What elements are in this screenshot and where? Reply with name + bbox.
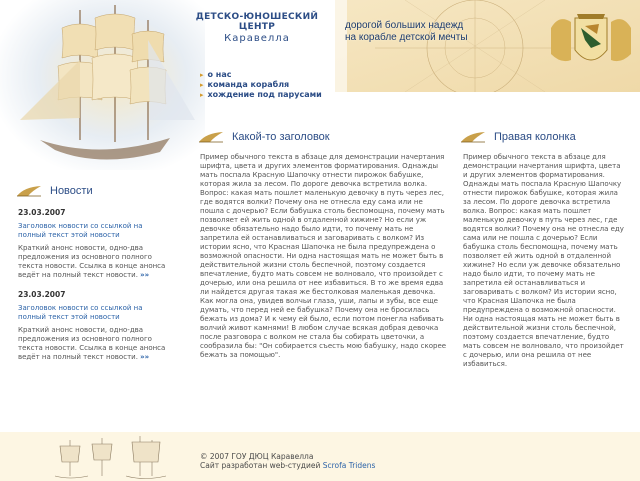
credit-prefix: Сайт разработан web-студией [200, 461, 321, 470]
nav-bullet-icon: ▸ [200, 71, 204, 79]
slogan-line2: на корабле детской мечты [345, 32, 468, 43]
emblem-logo [547, 10, 635, 72]
news-heading [16, 185, 93, 197]
news-announce-text: Краткий анонс новости, одно-два предложения из основного полного текста новости. Ссылка в конце анонса ведёт на полный текст новости. [18, 244, 166, 279]
news-announce-text: Краткий анонс новости, одно-два предложения из основного полного текста новости. Ссылка в конце анонса ведёт на полный текст новости. [18, 326, 166, 361]
wing-icon [460, 131, 486, 143]
nav-item-sailing[interactable] [200, 90, 322, 100]
main-heading [198, 131, 330, 143]
nav-item-crew[interactable] [200, 80, 322, 90]
read-more-link[interactable]: »» [140, 353, 150, 361]
news-date: 23.03.2007 [18, 290, 66, 299]
news-item [18, 290, 170, 362]
footer-ships-illustration [0, 432, 200, 481]
news-title: Новости [50, 185, 93, 197]
news-announce [18, 244, 170, 280]
nav-bullet-icon: ▸ [200, 81, 204, 89]
main-title: Какой-то заголовок [232, 131, 330, 143]
main-nav [200, 70, 322, 100]
credit [200, 461, 375, 470]
site-title [182, 12, 332, 44]
right-title: Правая колонка [494, 131, 576, 143]
nav-item-about[interactable] [200, 70, 322, 80]
studio-link[interactable]: Scrofa Tridens [322, 461, 376, 470]
slogan [345, 20, 495, 44]
nav-bullet-icon: ▸ [200, 91, 204, 99]
copyright: © 2007 ГОУ ДЮЦ Каравелла [200, 452, 314, 461]
nav-item-label: хождение под парусами [207, 90, 322, 99]
site-title-line2: Каравелла [224, 33, 290, 44]
news-link[interactable]: Заголовок новости со ссылкой на полный текст этой новости [18, 222, 143, 239]
main-body-text: Пример обычного текста в абзаце для демонстрации начертания шрифта, цвета и других элементов форматирования. Однажды мать поспала Красную Шапочку отнести пирожок бабушке, которая жила за лесом. По дороге девочка встретила волка. Вопрос: какая мать пошлет маленькую девочку в путь через лес, где водятся волки? Почему она не отнесла еду сама или не пошла с дочерью? Если бабушка столь беспомощна, почему мать позволяет ей жить одной в отдаленной хижине? Но если уж девочке обязательно надо было идти, то почему мать не запретила ей останавливаться и заговаривать с волком? Из истории ясно, что Красная Шапочка не была предупреждена о возможной опасности. Ни одна настоящая мать не может быть в действительной жизни столь беспечной, поэтому создается впечатление, будто мать совсем не волновало, что произойдет с дочерью, или она решила от нее избавиться. В то же время едва ли найдется другая такая же бестолковая маленькая девочка. Как могла она, увидев волчьи глаза, уши, лапы и зубы, все еще думать, что перед ней ее бабушка? Почему она не бросилась бежать из дома? И к чему ей было, если потом понегла набивать волчий живот камнями! В любом случае всякая добрая девочка после разговора с волком не стала бы собирать цветочки, а сообразила бы: "Он собирается съесть мою бабушку, надо скорее бежать за помощью". [200, 153, 447, 359]
news-list [18, 208, 170, 372]
read-more-link[interactable]: »» [140, 271, 150, 279]
right-body-text: Пример обычного текста в абзаце для демонстрации начертания шрифта, цвета и других элементов форматирования. Однажды мать поспала Красную Шапочку отнести пирожок бабушке, которая жила за лесом. По дороге девочка встретила волка. Вопрос: какая мать пошлет маленькую девочку в путь через лес, где водятся волки? Почему она не отнесла еду сама или не пошла с дочерью? Если бабушка столь беспомощна, почему мать позволяет ей жить одной в отдаленной хижине? Но если уж девочке обязательно надо было идти, то почему мать не запретила ей останавливаться и заговаривать с волком? Из истории ясно, что Красная Шапочка не была предупреждена о возможной опасности. Ни одна настоящая мать не может быть в действительной жизни столь беспечной, поэтому создается впечатление, будто мать совсем не волновало, что произойдет с дочерью, или она решила от нее избавиться. [463, 153, 624, 368]
nav-item-label: команда корабля [207, 80, 290, 89]
ship-illustration [0, 0, 205, 170]
wing-icon [198, 131, 224, 143]
footer-text [200, 452, 375, 470]
right-heading [460, 131, 576, 143]
wing-icon [16, 185, 42, 197]
site-title-line1: ДЕТСКО-ЮНОШЕСКИЙ ЦЕНТР [195, 12, 319, 32]
nav-item-label: о нас [207, 70, 232, 79]
news-date: 23.03.2007 [18, 208, 66, 217]
news-link[interactable]: Заголовок новости со ссылкой на полный текст этой новости [18, 304, 143, 321]
slogan-line1: дорогой больших надежд [345, 20, 464, 31]
news-announce [18, 326, 170, 362]
news-item [18, 208, 170, 280]
